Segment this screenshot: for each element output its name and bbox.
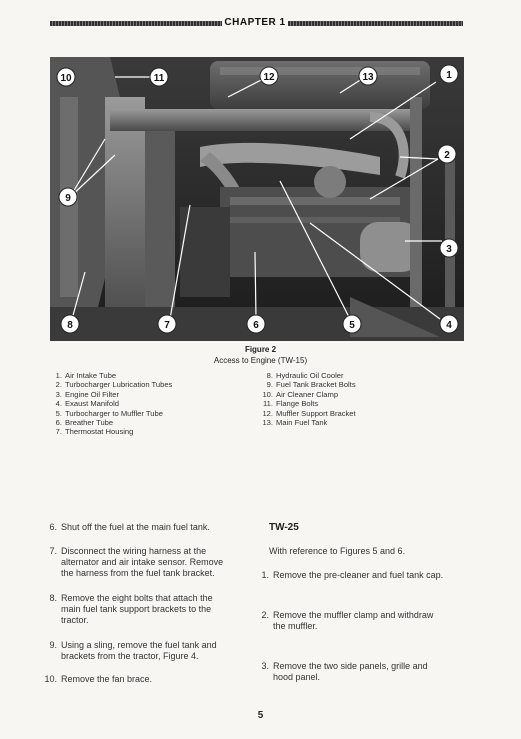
callout-3: 3 [446, 244, 452, 255]
legend-item: 6. Breather Tube [55, 418, 114, 428]
chapter-header [50, 17, 463, 31]
legend-item: 1. Air Intake Tube [55, 371, 117, 380]
callout-8: 8 [67, 320, 73, 331]
legend-right [262, 371, 356, 427]
callout-1: 1 [446, 70, 452, 81]
callout-7: 7 [164, 320, 170, 331]
callout-2: 2 [444, 150, 450, 161]
legend-item: 7. Thermostat Housing [55, 427, 134, 437]
legend-item: 2. Turbocharger Lubrication Tubes [55, 380, 173, 390]
figure-subtitle: Access to Engine (TW-15) [213, 356, 308, 365]
legend-item: 12. Muffler Support Bracket [262, 408, 356, 418]
legend-item: 8. Hydraulic Oil Cooler [266, 371, 344, 380]
legend-item: 5. Turbocharger to Muffler Tube [55, 408, 163, 418]
section-intro: With reference to Figures 5 and 6. [269, 546, 406, 556]
legend-item: 4. Exaust Manifold [55, 399, 120, 409]
legend-item: 13. Main Fuel Tank [262, 418, 328, 428]
page-number: 5 [257, 710, 264, 721]
engine-photo-illustration [50, 57, 464, 341]
legend-item: 9. Fuel Tank Bracket Bolts [266, 380, 356, 390]
callout-4: 4 [446, 320, 452, 331]
callout-12: 12 [263, 72, 275, 83]
chapter-title: CHAPTER 1 [224, 17, 286, 28]
figure-title: Figure 2 [244, 345, 277, 354]
callout-5: 5 [349, 320, 355, 331]
legend-item: 11. Flange Bolts [263, 399, 319, 409]
callout-9: 9 [65, 193, 71, 204]
legend-item: 3. Engine Oil Filter [55, 389, 120, 399]
callout-6: 6 [253, 320, 259, 331]
engine-photo [50, 57, 464, 341]
callout-11: 11 [153, 73, 165, 84]
callout-10: 10 [60, 73, 72, 84]
callout-13: 13 [362, 72, 374, 83]
legend-item: 10. Air Cleaner Clamp [262, 389, 339, 399]
legend-left [51, 371, 172, 437]
section-code: TW-25 [269, 522, 299, 533]
header-rule-left [50, 21, 222, 26]
header-rule-right [288, 21, 463, 26]
